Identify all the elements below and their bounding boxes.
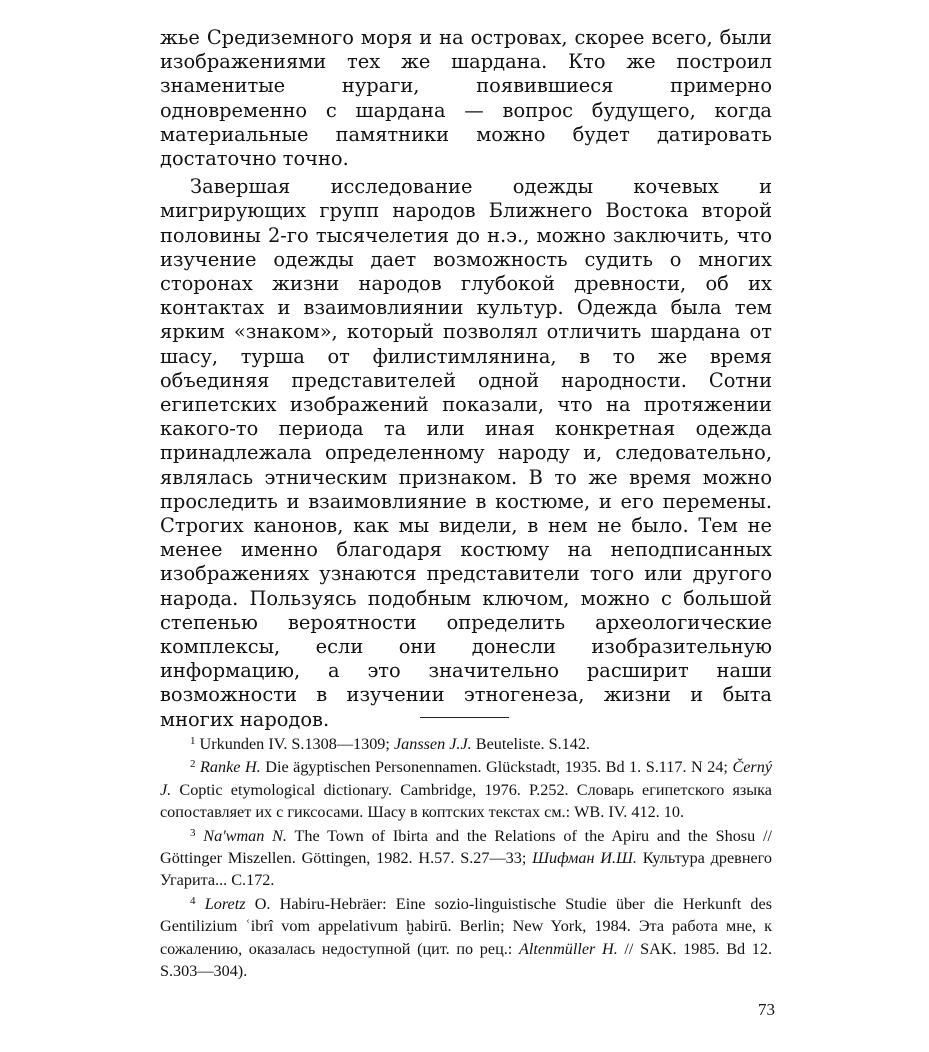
- footnote-text: O. Habiru-Hebräer: Eine sozio-linguistische Studie über die Herkunft des Gentilizium ʿibrî vom appelativum ḫabirū. Berlin; New York, 1984. Эта работа мне, к сожалению, оказалась недоступной (цит. по рец.:: [160, 894, 773, 958]
- footnote-author: Na'wman N.: [203, 826, 287, 845]
- footnote-text: Культура древнего Угарита... С.172.: [160, 849, 773, 890]
- footnote-number: 4: [190, 894, 196, 907]
- footnote-4: [160, 893, 772, 983]
- footnote-text: Die ägyptischen Personennamen. Glückstadt, 1935. Bd 1. S.117. N 24;: [260, 758, 733, 777]
- footnote-text: // SAK. 1985. Bd 12. S.303—304).: [160, 939, 772, 981]
- paragraph-conclusion: Завершая исследование одежды кочевых и мигрирующих групп народов Ближнего Востока второй половины 2-го тысячелетия до н.э., можно заключить, что изучение одежды дает возможность судить о многих сторонах жизни народов глубокой древности, об их контактах и взаимовлиянии культур. Одежда была тем ярким «знаком», который позволял отличить шардана от шасу, турша от филистимлянина, в то же время объединяя представителей одной народности. Сотни египетских изображений показали, что на протяжении какого-то периода та или иная конкретная одежда принадлежала определенному народу и, следовательно, являлась этническим признаком. В то же время можно проследить и взаимовлияние в костюме, и его перемены. Строгих канонов, как мы видели, в нем не было. Тем не менее именно благодаря костюму на неподписанных изображениях узнаются представители того или другого народа. Пользуясь подобным ключом, можно с большой степенью вероятности определить археологические комплексы, если они донесли изобразительную информацию, а это значительно расширит наши возможности в изучении этногенеза, жизни и быта многих народов.: [160, 175, 772, 731]
- footnote-author: Altenmüller H.: [518, 939, 618, 958]
- footnote-author: Janssen J.J.: [393, 735, 472, 753]
- page-number: 73: [758, 1000, 775, 1019]
- footnote-author: Шифман И.Ш.: [532, 849, 637, 868]
- footnote-text: Beuteliste. S.142.: [471, 735, 590, 753]
- footnote-2: [160, 756, 772, 823]
- footnote-number: 1: [190, 735, 196, 747]
- footnote-1: [160, 733, 772, 755]
- main-text: [160, 26, 772, 732]
- footnote-text: The Town of Ibirta and the Relations of the Apiru and the Shosu // Göttinger Miszellen. Göttingen, 1982. H.57. S.27—33;: [160, 826, 772, 868]
- footnote-3: [160, 825, 772, 892]
- footnote-text: Urkunden IV. S.1308—1309;: [199, 735, 394, 753]
- footnote-number: 2: [190, 758, 196, 771]
- footnote-author: Černý J.: [160, 758, 773, 799]
- footnote-text: Coptic etymological dictionary. Cambridge, 1976. P.252. Словарь египетского языка сопоставляет их с гиксосами. Шасу в коптских текстах см.: WB. IV. 412. 10.: [160, 780, 772, 822]
- footnote-author: Ranke H.: [200, 758, 261, 777]
- paragraph-continuation: жье Средиземного моря и на островах, скорее всего, были изображениями тех же шардана. Кто же построил знаменитые нураги, появившиеся примерно одновременно с шардана — вопрос будущего, когда материальные памятники можно будет датировать достаточно точно.: [160, 26, 772, 171]
- footnote-number: 3: [190, 826, 196, 839]
- footnote-author: Loretz: [204, 894, 246, 913]
- footnotes: [160, 733, 772, 983]
- footnote-separator: [420, 717, 509, 718]
